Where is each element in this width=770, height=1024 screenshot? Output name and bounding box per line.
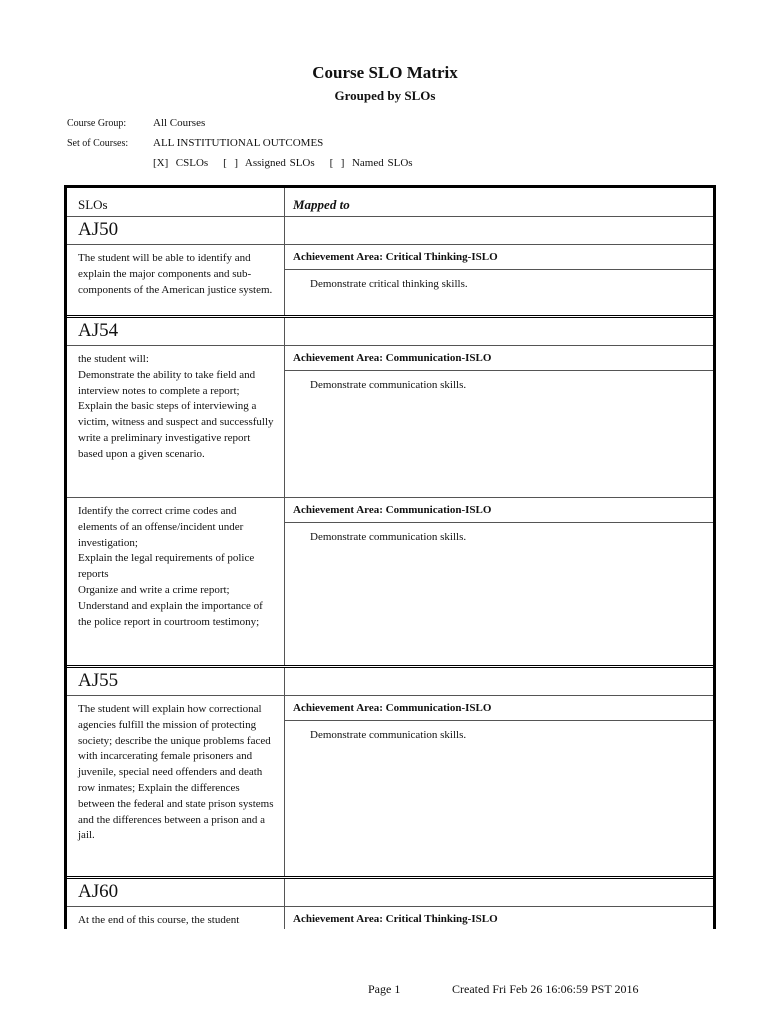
column-header-slos: SLOs	[67, 188, 285, 216]
course-row-aj54	[67, 318, 713, 346]
course-code: AJ54	[67, 318, 285, 345]
slo-row	[67, 696, 713, 879]
created-timestamp: Created Fri Feb 26 16:06:59 PST 2016	[452, 982, 639, 996]
page-subtitle: Grouped by SLOs	[334, 88, 436, 103]
course-code: AJ50	[67, 217, 285, 244]
table-header-row	[67, 188, 713, 217]
slo-text: The student will explain how correctional agencies fulfill the mission of protecting society; describe the unique problems faced with incarcerating female prisoners and juvenile, special need offenders and death row inmates; Explain the differences between the federal and state prison systems and the differences between a prison and a jail.	[67, 696, 285, 876]
achievement-area: Achievement Area: Critical Thinking-ISLO	[285, 245, 713, 270]
institutional-outcome: Demonstrate communication skills.	[310, 531, 467, 543]
slo-matrix-table	[64, 185, 716, 929]
slo-row	[67, 498, 713, 668]
achievement-area: Achievement Area: Communication-ISLO	[285, 498, 713, 523]
achievement-area: Achievement Area: Communication-ISLO	[285, 696, 713, 721]
slo-text: Identify the correct crime codes and elements of an offense/incident under investigation; Explain the legal requirements of police reports Organize and write a crime report; Understand and explain the importance of the police report in courtroom testimony;	[67, 498, 285, 665]
institutional-outcome: Demonstrate critical thinking skills.	[310, 278, 468, 290]
institutional-outcome: Demonstrate communication skills.	[310, 729, 467, 741]
institutional-outcome: Demonstrate communication skills.	[310, 379, 467, 391]
course-row-aj55	[67, 668, 713, 696]
course-code: AJ55	[67, 668, 285, 695]
achievement-area: Achievement Area: Critical Thinking-ISLO	[293, 913, 498, 925]
slo-row	[67, 346, 713, 498]
set-of-courses-label: Set of Courses:	[67, 138, 129, 149]
course-group-label: Course Group:	[67, 118, 127, 129]
course-row-aj60	[67, 879, 713, 907]
course-row-aj50	[67, 217, 713, 245]
page-number: Page 1	[368, 982, 401, 996]
set-of-courses-value: ALL INSTITUTIONAL OUTCOMES	[153, 137, 324, 149]
slo-text: The student will be able to identify and explain the major components and sub-components of the American justice system.	[67, 245, 285, 315]
slo-text: the student will: Demonstrate the ability to take field and interview notes to complete a report; Explain the basic steps of interviewing a victim, witness and suspect and successfully write a preliminary investigative report based upon a given scenario.	[67, 346, 285, 497]
course-code: AJ60	[67, 879, 285, 906]
slo-type-options: [X] CSLOs [ ] Assigned SLOs [ ] Named SLOs	[153, 157, 413, 169]
column-header-mapped-to: Mapped to	[293, 197, 350, 212]
slo-row	[67, 907, 713, 929]
slo-text: At the end of this course, the student	[67, 907, 285, 929]
page-title: Course SLO Matrix	[312, 63, 458, 82]
slo-row	[67, 245, 713, 318]
course-group-value: All Courses	[153, 117, 206, 129]
achievement-area: Achievement Area: Communication-ISLO	[285, 346, 713, 371]
